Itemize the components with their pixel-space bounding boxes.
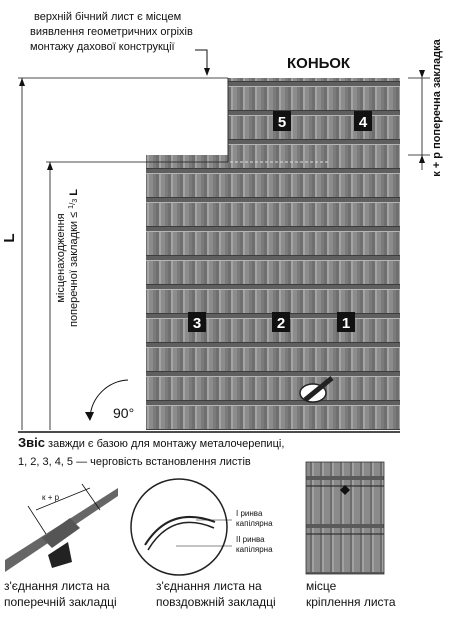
kp-right-label: к + р поперечна закладка [431, 39, 443, 177]
svg-text:місце: місце [306, 579, 337, 593]
svg-text:капілярна: капілярна [236, 519, 273, 528]
svg-text:І ринва: І ринва [236, 509, 263, 518]
dimension-L: L [1, 233, 18, 243]
sheet-number-2: 2 [276, 315, 286, 332]
detail-fastening-point [306, 462, 384, 574]
detail-longitudinal-overlap [131, 479, 273, 575]
sheet-number-5: 5 [277, 114, 287, 131]
svg-text:повздовжній закладці: повздовжній закладці [156, 595, 276, 609]
angle-label: 90° [113, 405, 135, 421]
eaves-note [18, 435, 284, 468]
sheet-number-4: 4 [358, 114, 368, 131]
ridge-label: КОНЬОК [287, 55, 351, 72]
top-note-leader [195, 50, 207, 70]
overlap-position-dimension [46, 162, 146, 430]
svg-text:з'єднання листа на: з'єднання листа на [156, 579, 262, 593]
svg-text:Звіс завжди є базою для монтаж: Звіс завжди є базою для монтажу металочерепиці, [18, 435, 285, 450]
svg-text:монтажу дахової конструкції: монтажу дахової конструкції [30, 41, 175, 53]
svg-text:поперечної закладки ≤ 1/3 L: поперечної закладки ≤ $^1$/3 L [68, 188, 80, 328]
svg-text:виявлення геометричних огріхів: виявлення геометричних огріхів [30, 26, 193, 38]
svg-text:кріплення листа: кріплення листа [306, 595, 396, 609]
svg-text:поперечній закладці: поперечній закладці [4, 595, 117, 609]
right-angle-marker [85, 380, 134, 421]
svg-text:1, 2, 3, 4, 5 — черговість вст: 1, 2, 3, 4, 5 — черговість встановлення листів [18, 456, 251, 468]
captions [4, 579, 396, 609]
svg-text:з'єднання листа на: з'єднання листа на [4, 579, 110, 593]
svg-text:місценаходження: місценаходження [55, 213, 67, 303]
sheet-number-1: 1 [341, 315, 351, 332]
kp-right-dimension [408, 38, 443, 176]
svg-text:ІІ ринва: ІІ ринва [236, 535, 265, 544]
svg-text:капілярна: капілярна [236, 545, 273, 554]
detail-kp-label: к + р [42, 493, 60, 502]
upper-right-sheet [228, 78, 400, 162]
detail-transverse-overlap [5, 484, 118, 572]
sheet-number-3: 3 [192, 315, 202, 332]
svg-text:верхній бічний лист є місцем: верхній бічний лист є місцем [34, 11, 182, 23]
top-note [30, 11, 210, 76]
main-sheet [146, 155, 400, 430]
